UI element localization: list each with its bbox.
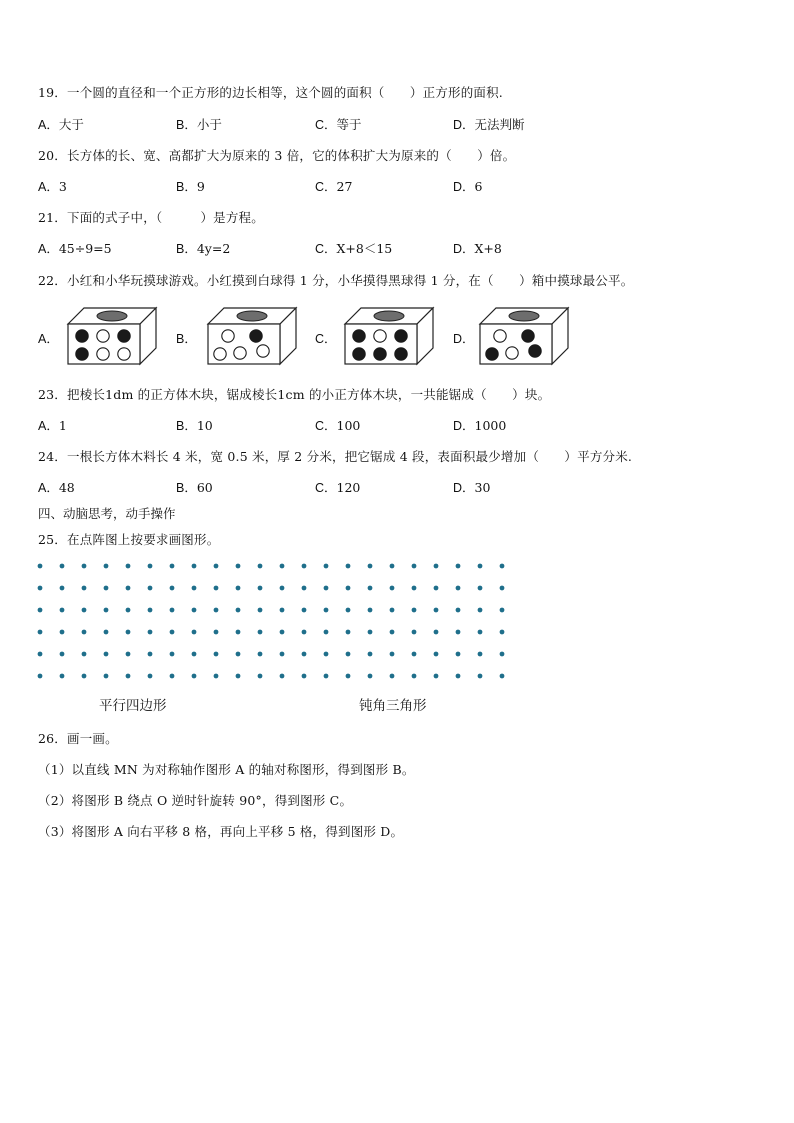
grid-dot [324,630,329,635]
grid-dot [170,608,175,613]
grid-dot [302,652,307,657]
black-ball [353,330,365,342]
q26-item-2: （2）将图形 B 绕点 O 逆时针旋转 90°，得到图形 C。 [38,793,353,808]
grid-dot [434,564,439,569]
question-21-text: 21．下面的式子中，（ ）是方程。 [38,210,264,225]
grid-dot [82,630,87,635]
q24-option-c: C．120 [315,480,361,495]
grid-dot [412,674,417,679]
grid-dot [390,608,395,613]
grid-dot [60,586,65,591]
white-ball [506,347,518,359]
grid-dot [412,586,417,591]
question-20-text: 20．长方体的长、宽、高都扩大为原来的 3 倍，它的体积扩大为原来的（ ）倍。 [38,148,516,163]
grid-dot [82,586,87,591]
grid-dot [214,586,219,591]
grid-dot [236,674,241,679]
grid-dot [302,630,307,635]
black-ball [76,330,88,342]
grid-dot [170,652,175,657]
grid-dot [258,652,263,657]
black-ball [374,348,386,360]
label-parallelogram: 平行四边形 [99,698,167,714]
grid-dot [280,564,285,569]
grid-dot [192,674,197,679]
black-ball [395,330,407,342]
grid-dot [192,564,197,569]
grid-dot [324,564,329,569]
grid-dot [126,586,131,591]
q22-option-b: B． [176,332,197,346]
grid-dot [148,608,153,613]
grid-dot [434,608,439,613]
grid-dot [126,630,131,635]
grid-dot [60,564,65,569]
grid-dot [434,652,439,657]
grid-dot [214,674,219,679]
q22-option-c: C． [315,332,337,346]
grid-dot [412,652,417,657]
grid-dot [368,586,373,591]
grid-dot [82,652,87,657]
grid-dot [126,608,131,613]
label-obtuse-triangle: 钝角三角形 [359,698,427,714]
grid-dot [500,564,505,569]
grid-dot [346,630,351,635]
grid-dot [500,630,505,635]
q23-option-c: C．100 [315,418,361,433]
grid-dot [280,674,285,679]
black-ball [250,330,262,342]
grid-dot [412,608,417,613]
grid-dot [192,630,197,635]
q23-option-a: A．1 [38,418,67,433]
grid-dot [170,674,175,679]
grid-dot [500,674,505,679]
grid-dot [368,608,373,613]
black-ball [353,348,365,360]
grid-dot [214,652,219,657]
black-ball [522,330,534,342]
grid-dot [324,652,329,657]
grid-dot [82,608,87,613]
grid-dot [170,630,175,635]
grid-dot [346,586,351,591]
grid-dot [280,630,285,635]
question-24-text: 24．一根长方体木料长 4 米，宽 0.5 米，厚 2 分米，把它锯成 4 段，表面积最少增加（ ）平方分米. [38,449,633,464]
grid-dot [170,586,175,591]
q19-option-c: C．等于 [315,117,362,132]
q21-option-d: D．X+8 [453,241,502,256]
grid-dot [82,564,87,569]
grid-dot [236,630,241,635]
grid-dot [368,652,373,657]
grid-dot [346,608,351,613]
grid-dot [456,652,461,657]
grid-dot [104,630,109,635]
grid-dot [478,674,483,679]
box-opening [509,311,539,321]
grid-dot [170,564,175,569]
black-ball [395,348,407,360]
q24-option-d: D．30 [453,480,491,495]
ball-box-b [206,304,298,366]
grid-dot [236,586,241,591]
grid-dot [456,630,461,635]
white-ball [222,330,234,342]
grid-dot [148,652,153,657]
grid-dot [258,608,263,613]
question-23-text: 23．把棱长1dm 的正方体木块，锯成棱长1cm 的小正方体木块，一共能锯成（ ）块。 [38,387,551,402]
q26-item-1: （1）以直线 MN 为对称轴作图形 A 的轴对称图形，得到图形 B。 [38,762,415,777]
grid-dot [38,608,43,613]
white-ball [97,348,109,360]
white-ball [494,330,506,342]
q21-option-b: B．4y=2 [176,241,231,256]
grid-dot [236,652,241,657]
grid-dot [60,608,65,613]
grid-dot [126,674,131,679]
question-19-text: 19．一个圆的直径和一个正方形的边长相等，这个圆的面积（ ）正方形的面积. [38,85,503,100]
grid-dot [346,652,351,657]
grid-dot [500,586,505,591]
q19-option-a: A．大于 [38,117,84,132]
grid-dot [38,652,43,657]
grid-dot [324,674,329,679]
grid-dot [258,586,263,591]
grid-dot [302,674,307,679]
grid-dot [478,652,483,657]
grid-dot [456,608,461,613]
grid-dot [38,674,43,679]
question-26-text: 26．画一画。 [38,731,118,746]
black-ball [76,348,88,360]
grid-dot [192,652,197,657]
grid-dot [324,586,329,591]
grid-dot [412,564,417,569]
grid-dot [214,630,219,635]
white-ball [97,330,109,342]
grid-dot [126,564,131,569]
grid-dot [104,564,109,569]
grid-dot [434,674,439,679]
grid-dot [38,564,43,569]
black-ball [118,330,130,342]
white-ball [257,345,269,357]
grid-dot [148,564,153,569]
grid-dot [148,630,153,635]
white-ball [214,348,226,360]
grid-dot [368,630,373,635]
box-opening [237,311,267,321]
box-opening [374,311,404,321]
white-ball [118,348,130,360]
grid-dot [192,586,197,591]
ball-box-c [343,304,435,366]
grid-dot [280,608,285,613]
grid-dot [214,608,219,613]
grid-dot [148,586,153,591]
grid-dot [500,608,505,613]
grid-dot [456,674,461,679]
grid-dot [280,586,285,591]
q23-option-d: D．1000 [453,418,507,433]
grid-dot [346,564,351,569]
grid-dot [456,586,461,591]
q20-option-c: C．27 [315,179,353,194]
grid-dot [500,652,505,657]
white-ball [374,330,386,342]
grid-dot [478,630,483,635]
grid-dot [478,586,483,591]
grid-dot [236,608,241,613]
grid-dot [302,608,307,613]
grid-dot [258,564,263,569]
grid-dot [412,630,417,635]
grid-dot [104,608,109,613]
grid-dot [346,674,351,679]
grid-dot [390,586,395,591]
ball-box-a [66,304,158,366]
q24-option-a: A．48 [38,480,75,495]
grid-dot [38,630,43,635]
grid-dot [434,586,439,591]
q20-option-d: D．6 [453,179,483,194]
grid-dot [478,564,483,569]
black-ball [529,345,541,357]
q22-option-d: D． [453,332,475,346]
box-opening [97,311,127,321]
grid-dot [390,674,395,679]
q19-option-b: B．小于 [176,117,222,132]
grid-dot [390,630,395,635]
question-25-text: 25．在点阵图上按要求画图形。 [38,532,220,547]
grid-dot [236,564,241,569]
grid-dot [478,608,483,613]
section-heading: 四、动脑思考，动手操作 [38,506,176,521]
grid-dot [302,564,307,569]
grid-dot [104,652,109,657]
grid-dot [390,564,395,569]
grid-dot [368,674,373,679]
grid-dot [280,652,285,657]
q20-option-b: B．9 [176,179,205,194]
grid-dot [104,674,109,679]
grid-dot [60,652,65,657]
q21-option-c: C．X+8＜15 [315,241,393,256]
grid-dot [126,652,131,657]
grid-dot [258,630,263,635]
grid-dot [148,674,153,679]
grid-dot [192,608,197,613]
grid-dot [324,608,329,613]
q19-option-d: D．无法判断 [453,117,525,132]
grid-dot [390,652,395,657]
grid-dot [60,674,65,679]
black-ball [486,348,498,360]
grid-dot [38,586,43,591]
grid-dot [214,564,219,569]
grid-dot [82,674,87,679]
q22-option-a: A． [38,332,59,346]
question-22-text: 22．小红和小华玩摸球游戏。小红摸到白球得 1 分，小华摸得黑球得 1 分，在（ ）箱中摸球最公平。 [38,273,634,288]
grid-dot [434,630,439,635]
grid-dot [302,586,307,591]
grid-dot [60,630,65,635]
grid-dot [104,586,109,591]
dot-grid [30,556,520,686]
grid-dot [456,564,461,569]
q21-option-a: A．45÷9=5 [38,241,112,256]
white-ball [234,347,246,359]
q24-option-b: B．60 [176,480,213,495]
q26-item-3: （3）将图形 A 向右平移 8 格，再向上平移 5 格，得到图形 D。 [38,824,404,839]
ball-box-d [478,304,570,366]
grid-dot [368,564,373,569]
q23-option-b: B．10 [176,418,213,433]
grid-dot [258,674,263,679]
q20-option-a: A．3 [38,179,67,194]
